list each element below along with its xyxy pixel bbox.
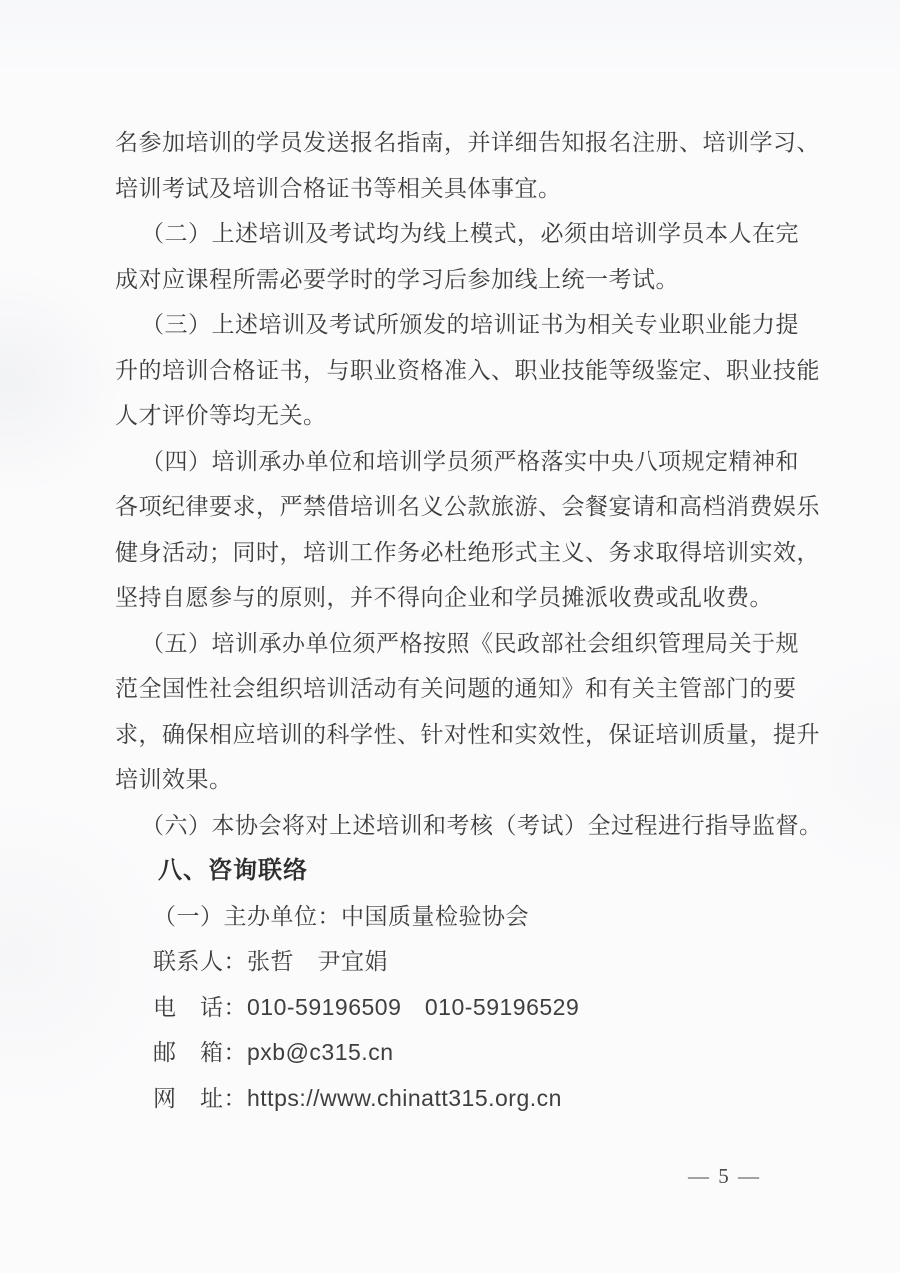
- body-line: （四）培训承办单位和培训学员须严格落实中央八项规定精神和: [141, 448, 799, 474]
- document-content: [115, 120, 823, 1121]
- contact-value: https://www.chinatt315.org.cn: [247, 1084, 562, 1111]
- contact-rows: [115, 939, 805, 1121]
- body-line: 培训考试及培训合格证书等相关具体事宜。: [115, 175, 562, 201]
- contact-value: pxb@c315.cn: [247, 1039, 394, 1065]
- contact-label: 联系人：: [153, 949, 247, 974]
- body-line: （三）上述培训及考试所颁发的培训证书为相关专业职业能力提: [141, 312, 799, 337]
- body-paragraphs: [115, 120, 823, 848]
- body-line: 各项纪律要求，严禁借培训名义公款旅游、会餐宴请和高档消费娱乐: [115, 494, 820, 519]
- body-line: 范全国性社会组织培训活动有关问题的通知》和有关主管部门的要: [115, 676, 797, 701]
- body-line: （二）上述培训及考试均为线上模式，必须由培训学员本人在完: [141, 221, 799, 246]
- body-line: 人才评价等均无关。: [115, 403, 327, 428]
- contact-label: 网 址：: [153, 1085, 247, 1111]
- contact-value: 张哲 尹宜娟: [247, 948, 388, 974]
- contact-row: [153, 1030, 805, 1076]
- contact-value: 010-59196509 010-59196529: [247, 993, 580, 1020]
- body-line: 坚持自愿参与的原则，并不得向企业和学员摊派收费或乱收费。: [115, 585, 773, 610]
- body-line: 名参加培训的学员发送报名指南，并详细告知报名注册、培训学习、: [115, 130, 820, 155]
- contact-label: 电 话：: [153, 994, 247, 1020]
- contact-row: [153, 1076, 805, 1122]
- contact-row: [153, 939, 805, 985]
- body-line: 升的培训合格证书，与职业资格准入、职业技能等级鉴定、职业技能: [115, 357, 820, 383]
- body-line: 成对应课程所需必要学时的学习后参加线上统一考试。: [115, 266, 679, 292]
- contact-label: 邮 箱：: [153, 1040, 247, 1065]
- contact-row: [153, 985, 805, 1031]
- page-number: — 5 —: [688, 1164, 761, 1188]
- body-line: （六）本协会将对上述培训和考核（考试）全过程进行指导监督。: [141, 812, 823, 838]
- body-line: 健身活动；同时，培训工作务必杜绝形式主义、务求取得培训实效，: [115, 539, 820, 565]
- body-line: 培训效果。: [115, 767, 233, 792]
- body-line: 求，确保相应培训的科学性、针对性和实效性，保证培训质量，提升: [115, 721, 820, 747]
- section-heading: 八、咨询联络: [158, 857, 308, 884]
- body-line: （五）培训承办单位须严格按照《民政部社会组织管理局关于规: [141, 630, 799, 656]
- organizer-line: （一）主办单位：中国质量检验协会: [153, 903, 529, 929]
